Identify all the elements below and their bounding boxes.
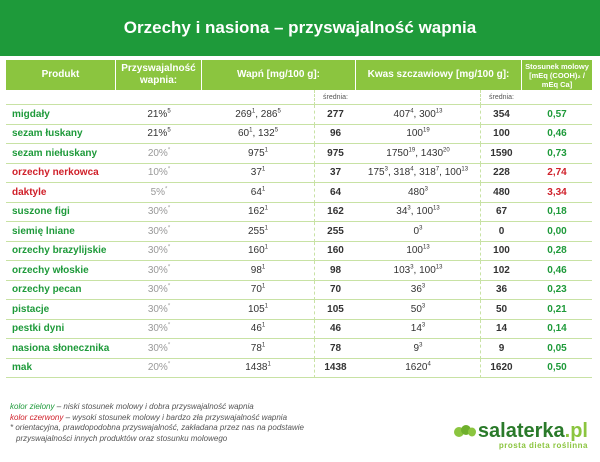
calcium-average: 162 [314, 203, 356, 223]
source-ref: 4 [410, 166, 414, 173]
product-name: orzechy pecan [6, 281, 116, 301]
legend-red-label: kolor czerwony [10, 412, 64, 422]
source-value: 975 [247, 147, 265, 159]
absorption-ref: * [167, 264, 171, 271]
source-value: 34 [396, 206, 408, 218]
oxalic-average: 1620 [480, 359, 522, 379]
source-value: 269 [235, 108, 252, 120]
oxalic-average: 228 [480, 164, 522, 184]
table-row [6, 125, 592, 145]
source-ref: 3 [424, 186, 429, 193]
oxalic-average: 36 [480, 281, 522, 301]
source-value: 286 [260, 108, 278, 120]
salaterka-logo [454, 420, 588, 450]
product-name: mak [6, 359, 116, 379]
absorption-ref: * [167, 283, 171, 290]
absorption-value: 5% [150, 186, 166, 198]
absorption-value: 21% [147, 128, 168, 140]
legend-green-label: kolor zielony [10, 402, 55, 411]
source-value: 100 [416, 206, 434, 218]
source-ref: 1 [264, 147, 269, 154]
source-value: 1438 [245, 362, 268, 374]
source-ref: 1 [261, 166, 266, 173]
absorption-ref: 5 [167, 108, 171, 115]
source-ref: 1 [264, 205, 269, 212]
molar-ratio: 0,14 [522, 320, 592, 340]
absorption-ref: * [167, 166, 171, 173]
calcium-average: 37 [314, 164, 356, 184]
calcium-average: 277 [314, 105, 356, 125]
source-value: 318 [419, 167, 436, 179]
product-name: orzechy brazylijskie [6, 242, 116, 262]
absorption-cell [116, 222, 202, 242]
product-name: suszone figi [6, 203, 116, 223]
source-ref: 20 [443, 147, 450, 154]
molar-ratio: 0,46 [522, 125, 592, 145]
calcium-average: 96 [314, 125, 356, 145]
absorption-value: 10% [147, 167, 168, 179]
product-name: pestki dyni [6, 320, 116, 340]
source-ref: 3 [421, 322, 426, 329]
source-ref: 4 [427, 361, 431, 368]
calcium-sources [202, 339, 314, 359]
source-value: 175 [367, 167, 385, 179]
oxalic-average: 480 [480, 183, 522, 203]
calcium-sources [202, 222, 314, 242]
source-value: 9 [413, 342, 420, 354]
source-ref: 1 [249, 127, 253, 134]
molar-ratio: 0,23 [522, 281, 592, 301]
legend-red-text: – wysoki stosunek molowy i bardzo zła przyswajalność wapnia [63, 412, 288, 422]
source-ref: 1 [267, 361, 271, 368]
absorption-cell [116, 203, 202, 223]
absorption-value: 30% [147, 206, 168, 218]
source-ref: 3 [419, 342, 423, 349]
source-ref: 3 [410, 264, 414, 271]
calcium-sources [202, 242, 314, 262]
absorption-value: 30% [147, 323, 168, 335]
product-name: orzechy nerkowca [6, 164, 116, 184]
oxalic-average: 100 [480, 125, 522, 145]
source-value: 14 [410, 323, 422, 335]
source-ref: 3 [421, 303, 426, 310]
calcium-sources [202, 203, 314, 223]
source-value: 1430 [420, 147, 444, 159]
source-ref: 7 [435, 166, 440, 173]
product-name: nasiona słonecznika [6, 339, 116, 359]
ox-avg-label: średnia: [480, 90, 522, 105]
absorption-cell [116, 261, 202, 281]
header-calcium: Wapń [mg/100 g]: [202, 60, 356, 90]
absorption-cell [116, 359, 202, 379]
table-row [6, 261, 592, 281]
source-value: 0 [413, 225, 420, 237]
table-row [6, 222, 592, 242]
legend-red [10, 413, 304, 424]
source-ref: 1 [261, 322, 266, 329]
oxalic-sources [356, 300, 480, 320]
table-row [6, 242, 592, 262]
logo-tagline: prosta dieta roślinna [498, 441, 588, 450]
source-value: 1750 [386, 147, 409, 159]
absorption-value: 20% [147, 362, 168, 374]
legend-note-2: przyswajalności innych produktów oraz stosunku molowego [16, 433, 228, 443]
oxalic-average: 50 [480, 300, 522, 320]
molar-ratio: 0,28 [522, 242, 592, 262]
source-value: 100 [444, 167, 462, 179]
source-ref: 1 [261, 342, 266, 349]
source-value: 60 [237, 128, 250, 140]
calcium-average: 160 [314, 242, 356, 262]
calcium-sources [202, 359, 314, 379]
source-value: 46 [250, 323, 262, 335]
source-ref: 4 [410, 108, 414, 115]
source-ref: 13 [435, 108, 443, 115]
legend-green-text: – niski stosunek molowy i dobra przyswajalność wapnia [54, 402, 254, 411]
source-ref: 1 [264, 225, 269, 232]
calcium-table [6, 60, 592, 378]
source-ref: 19 [423, 127, 430, 134]
molar-ratio: 3,34 [522, 183, 592, 203]
calcium-average: 70 [314, 281, 356, 301]
calcium-sources [202, 300, 314, 320]
absorption-cell [116, 242, 202, 262]
table-row [6, 359, 592, 379]
absorption-ref: * [167, 205, 171, 212]
oxalic-sources [356, 339, 480, 359]
absorption-value: 30% [147, 225, 168, 237]
oxalic-sources [356, 281, 480, 301]
source-value: 70 [250, 284, 262, 296]
table-row [6, 281, 592, 301]
molar-ratio: 0,21 [522, 300, 592, 320]
table-row [6, 339, 592, 359]
calcium-average: 1438 [314, 359, 356, 379]
absorption-cell [116, 339, 202, 359]
source-value: 132 [258, 128, 275, 140]
table-row [6, 164, 592, 184]
calcium-average: 64 [314, 183, 356, 203]
calcium-sources: $269^1$, $286^5$ [202, 105, 314, 125]
oxalic-sources [356, 242, 480, 262]
source-ref: 13 [433, 205, 440, 212]
source-ref: 3 [384, 166, 388, 173]
source-value: 105 [247, 303, 265, 315]
calcium-average: 975 [314, 144, 356, 164]
source-ref: 1 [264, 244, 269, 251]
molar-ratio: 0,05 [522, 339, 592, 359]
calcium-sources [202, 281, 314, 301]
oxalic-average: 100 [480, 242, 522, 262]
absorption-ref: * [167, 361, 171, 368]
oxalic-average: 67 [480, 203, 522, 223]
source-value: 1620 [405, 362, 428, 374]
source-ref: 1 [261, 264, 266, 271]
absorption-cell [116, 164, 202, 184]
molar-ratio: 0,00 [522, 222, 592, 242]
oxalic-sources [356, 222, 480, 242]
table-row [6, 300, 592, 320]
calcium-sources: $60^1$, $132^5$ [202, 125, 314, 145]
absorption-ref: * [167, 322, 171, 329]
oxalic-average: 0 [480, 222, 522, 242]
table-row [6, 144, 592, 164]
header-absorption: Przyswajalność wapnia: [116, 60, 202, 90]
source-ref: 5 [277, 108, 281, 115]
header-ratio: Stosunek molowy [mEq (COOH)₂ / mEq Ca] [522, 60, 592, 90]
source-value: 255 [247, 225, 265, 237]
source-value: 100 [419, 264, 436, 276]
absorption-value: 20% [147, 147, 168, 159]
table-row [6, 105, 592, 125]
calcium-sources [202, 261, 314, 281]
oxalic-sources [356, 125, 480, 145]
table-row [6, 320, 592, 340]
product-name: pistacje [6, 300, 116, 320]
absorption-value: 30% [147, 303, 168, 315]
absorption-cell [116, 105, 202, 125]
source-value: 100 [406, 128, 423, 140]
logo-tld: .pl [564, 420, 588, 442]
calcium-sources [202, 144, 314, 164]
source-value: 64 [250, 186, 262, 198]
calcium-average: 78 [314, 339, 356, 359]
source-ref: 1 [251, 108, 256, 115]
oxalic-sources: $175^3$, $318^4$, $318^7$, $100^{13}$ [356, 164, 480, 184]
absorption-cell [116, 183, 202, 203]
calcium-average: 105 [314, 300, 356, 320]
molar-ratio: 0,57 [522, 105, 592, 125]
absorption-cell [116, 320, 202, 340]
source-ref: 19 [408, 147, 416, 154]
source-ref: 1 [261, 186, 266, 193]
source-value: 160 [247, 245, 265, 257]
absorption-value: 30% [147, 245, 168, 257]
oxalic-sources: $34^3$, $100^{13}$ [356, 203, 480, 223]
absorption-value: 30% [147, 264, 168, 276]
absorption-value: 30% [147, 342, 168, 354]
source-ref: 13 [435, 264, 443, 271]
calcium-sources [202, 320, 314, 340]
page-title: Orzechy i nasiona – przyswajalność wapnia [0, 0, 600, 56]
avg-subheader-row [6, 90, 592, 105]
source-value: 36 [410, 284, 422, 296]
absorption-ref: * [167, 244, 171, 251]
source-value: 407 [393, 108, 411, 120]
header-product: Produkt [6, 60, 116, 90]
absorption-ref: * [167, 342, 171, 349]
source-value: 162 [247, 206, 265, 218]
absorption-value: 21% [147, 108, 168, 120]
absorption-cell [116, 125, 202, 145]
oxalic-average: 1590 [480, 144, 522, 164]
absorption-ref: * [167, 303, 171, 310]
oxalic-sources [356, 359, 480, 379]
molar-ratio: 0,18 [522, 203, 592, 223]
source-ref: 3 [419, 225, 423, 232]
absorption-ref: * [165, 186, 168, 193]
absorption-value: 30% [147, 284, 168, 296]
oxalic-sources: 1750$^{19}$, 1430$^{20}$ [356, 144, 480, 164]
oxalic-average: 354 [480, 105, 522, 125]
calcium-average: 98 [314, 261, 356, 281]
legend-note-1: * orientacyjna, prawdopodobna przyswajalność, zakładana przez nas na podstawie [10, 423, 304, 432]
table-row [6, 203, 592, 223]
oxalic-sources [356, 183, 480, 203]
absorption-cell [116, 300, 202, 320]
absorption-ref: * [167, 147, 171, 154]
source-value: 37 [250, 167, 262, 179]
source-value: 318 [393, 167, 411, 179]
absorption-cell [116, 281, 202, 301]
legend [10, 402, 304, 444]
absorption-ref: 5 [167, 127, 171, 134]
product-name: migdały [6, 105, 116, 125]
source-ref: 1 [261, 283, 266, 290]
table-header [6, 60, 592, 90]
product-name: sezam niełuskany [6, 144, 116, 164]
legend-green [10, 402, 304, 413]
source-ref: 3 [421, 283, 426, 290]
product-name: orzechy włoskie [6, 261, 116, 281]
calcium-average: 255 [314, 222, 356, 242]
logo-name: salaterka [477, 420, 565, 442]
absorption-ref: * [167, 225, 171, 232]
source-ref: 1 [264, 303, 269, 310]
calcium-average: 46 [314, 320, 356, 340]
oxalic-sources: $103^3$, $100^{13}$ [356, 261, 480, 281]
product-name: daktyle [6, 183, 116, 203]
molar-ratio: 2,74 [522, 164, 592, 184]
calcium-sources [202, 183, 314, 203]
product-name: siemię lniane [6, 222, 116, 242]
source-value: 50 [410, 303, 422, 315]
oxalic-sources [356, 320, 480, 340]
header-oxalic: Kwas szczawiowy [mg/100 g]: [356, 60, 522, 90]
table-row [6, 183, 592, 203]
molar-ratio: 0,50 [522, 359, 592, 379]
product-name: sezam łuskany [6, 125, 116, 145]
ca-avg-label: średnia: [314, 90, 356, 105]
source-value: 100 [406, 245, 423, 257]
absorption-cell [116, 144, 202, 164]
source-ref: 3 [407, 205, 411, 212]
source-value: 98 [250, 264, 262, 276]
source-ref: 13 [423, 244, 430, 251]
source-value: 103 [393, 264, 411, 276]
oxalic-sources: $407^4$, $300^{13}$ [356, 105, 480, 125]
source-value: 78 [250, 342, 262, 354]
leaves-icon [454, 424, 476, 438]
oxalic-average: 14 [480, 320, 522, 340]
molar-ratio: 0,46 [522, 261, 592, 281]
source-ref: 5 [274, 127, 279, 134]
source-value: 300 [419, 108, 436, 120]
calcium-sources [202, 164, 314, 184]
oxalic-average: 9 [480, 339, 522, 359]
oxalic-average: 102 [480, 261, 522, 281]
source-value: 480 [407, 186, 425, 198]
source-ref: 13 [461, 166, 469, 173]
molar-ratio: 0,73 [522, 144, 592, 164]
